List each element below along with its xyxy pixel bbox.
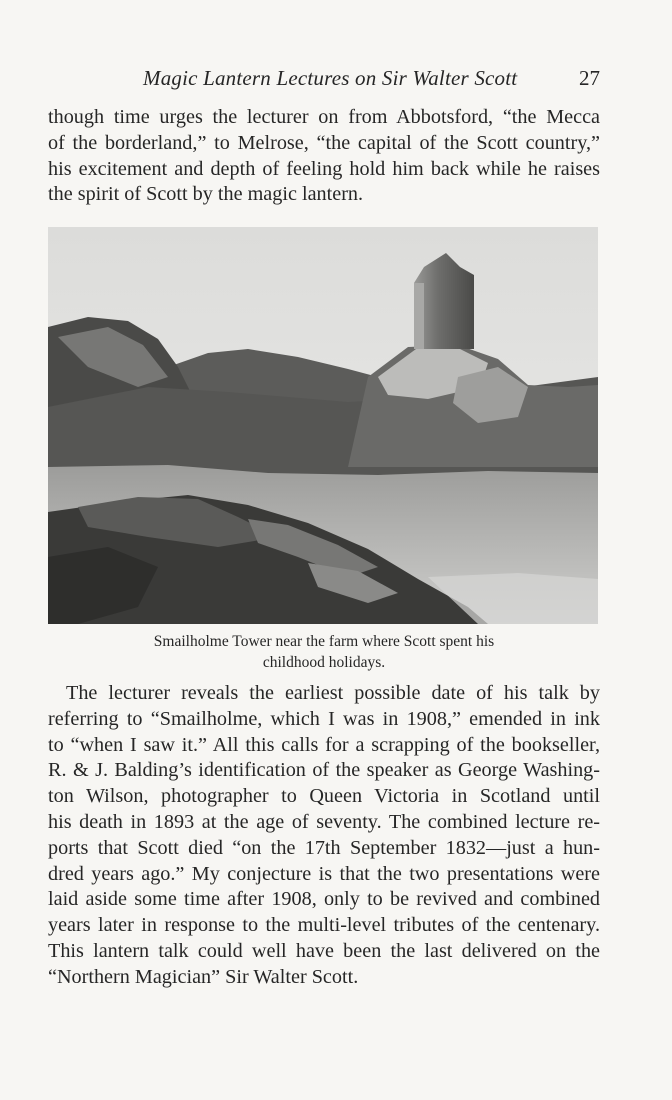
paragraph-2-line: This lantern talk could well have been the last delivered on the	[48, 939, 600, 962]
paragraph-2-line: years later in response to the multi-level tributes of the centenary.	[48, 914, 600, 937]
paragraph-1	[48, 105, 600, 208]
caption-line: Smailholme Tower near the farm where Scott spent his	[153, 633, 495, 650]
paragraph-2-line: referring to “Smailholme, which I was in 1908,” emended in ink	[48, 707, 600, 730]
paragraph-2	[48, 681, 600, 991]
running-head: Magic Lantern Lectures on Sir Walter Scott	[143, 66, 518, 90]
paragraph-2-line: laid aside some time after 1908, only to be revived and combined	[48, 888, 600, 911]
paragraph-1-line: his excitement and depth of feeling hold him back while he raises	[48, 157, 600, 180]
caption-line: childhood holidays.	[262, 654, 386, 671]
paragraph-2-line: to “when I saw it.” All this calls for a scrapping of the bookseller,	[48, 733, 600, 756]
paragraph-2-line: dred years ago.” My conjecture is that the two presentations were	[48, 862, 600, 885]
page-header	[48, 66, 600, 96]
smailholme-tower-photograph	[48, 227, 598, 624]
paragraph-2-line: “Northern Magician” Sir Walter Scott.	[48, 965, 359, 988]
paragraph-2-line: his death in 1893 at the age of seventy. The combined lecture re-	[48, 810, 600, 833]
paragraph-1-line: of the borderland,” to Melrose, “the capital of the Scott country,”	[48, 131, 600, 154]
paragraph-1-line: though time urges the lecturer on from Abbotsford, “the Mecca	[48, 106, 600, 128]
figure-caption	[48, 631, 600, 673]
paragraph-1-line: the spirit of Scott by the magic lantern.	[48, 183, 364, 206]
photograph-icon	[48, 227, 598, 624]
paragraph-2-line: The lecturer reveals the earliest possible date of his talk by	[66, 682, 600, 704]
paragraph-2-line: R. & J. Balding’s identification of the speaker as George Washing-	[48, 759, 600, 782]
paragraph-2-line: ton Wilson, photographer to Queen Victoria in Scotland until	[48, 785, 600, 808]
page-number: 27	[579, 66, 600, 90]
paragraph-2-line: ports that Scott died “on the 17th September 1832—just a hun-	[48, 836, 600, 859]
